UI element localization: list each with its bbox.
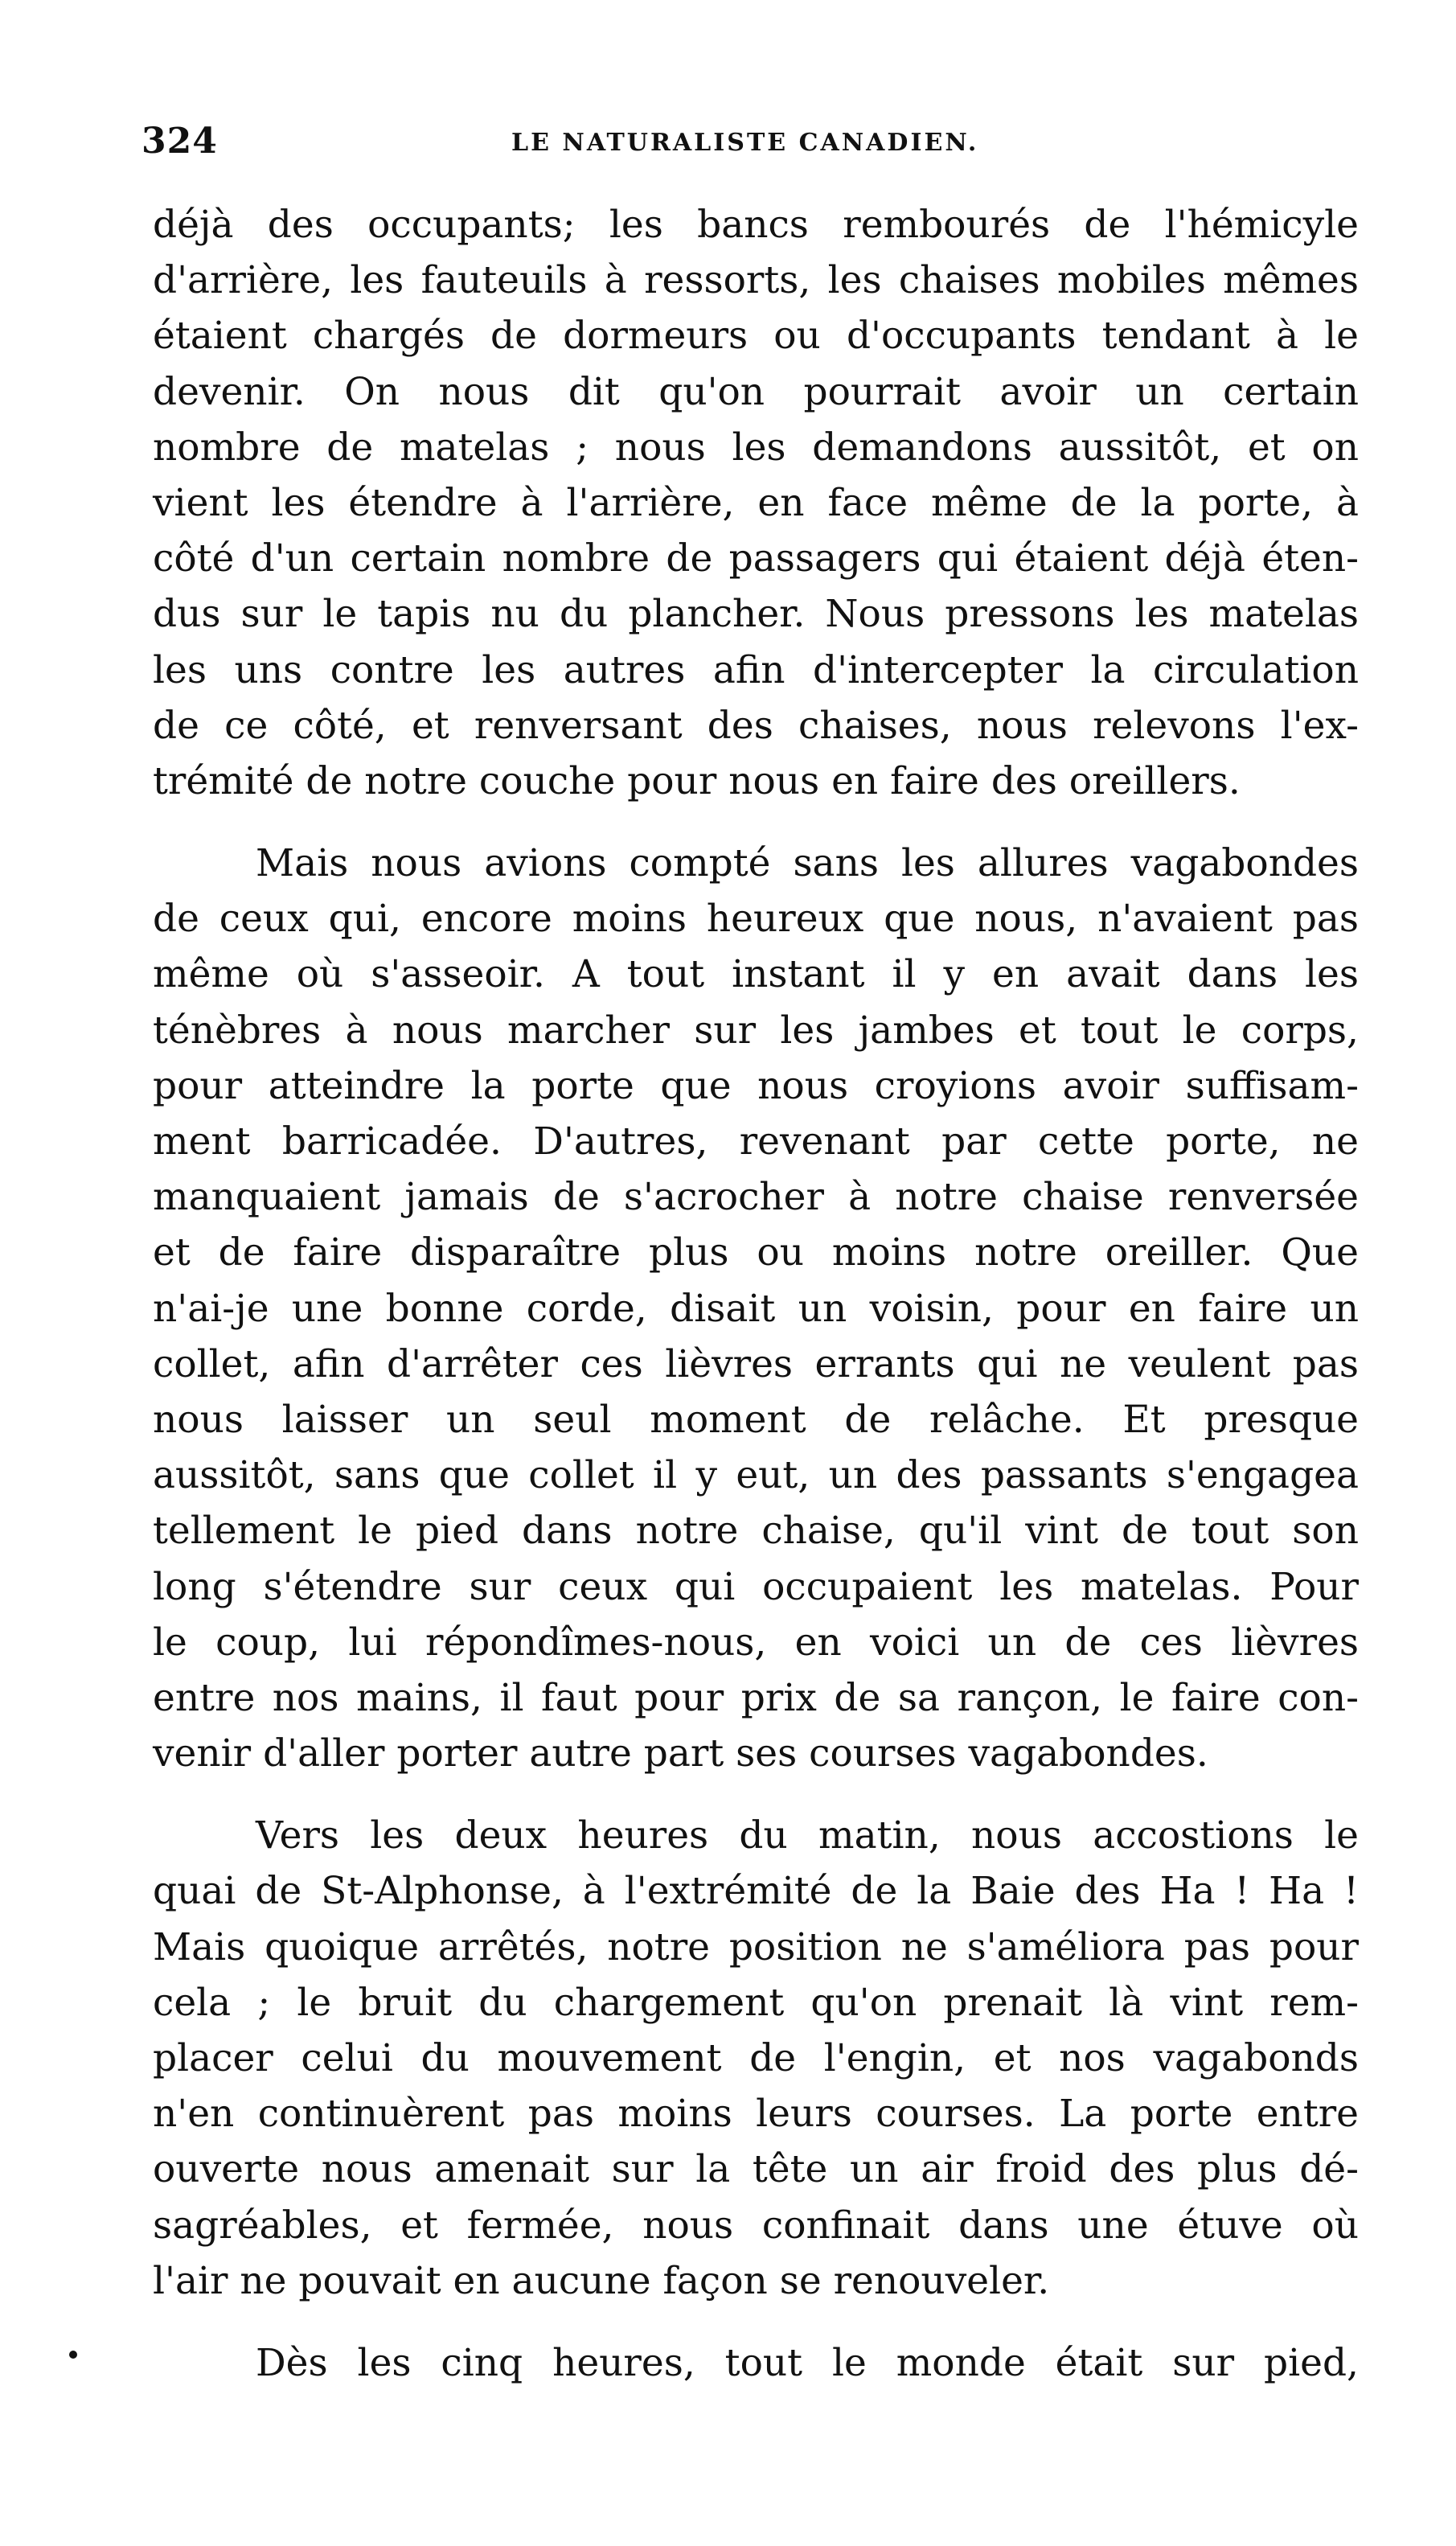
- text-line: placer celui du mouvement de l'engin, et nos vagabonds: [153, 2036, 1359, 2080]
- page-header: [141, 121, 1372, 169]
- text-line: n'en continuèrent pas moins leurs courses. La porte entre: [153, 2092, 1359, 2137]
- text-line: ment barricadée. D'autres, revenant par cette porte, ne: [153, 1119, 1359, 1164]
- text-line: long s'étendre sur ceux qui occupaient les matelas. Pour: [153, 1564, 1359, 1609]
- text-line: Mais quoique arrêtés, notre position ne s'améliora pas pour: [153, 1924, 1359, 1969]
- text-line: venir d'aller porter autre part ses courses vagabondes.: [153, 1731, 1208, 1776]
- text-line: ouverte nous amenait sur la tête un air froid des plus dé-: [153, 2147, 1359, 2192]
- text-line: les uns contre les autres afin d'intercepter la circulation: [153, 647, 1359, 692]
- running-head: LE NATURALISTE CANADIEN.: [511, 129, 979, 157]
- text-line: le coup, lui répondîmes-nous, en voici un de ces lièvres: [153, 1620, 1359, 1665]
- body-text: [153, 197, 1359, 2391]
- text-line: aussitôt, sans que collet il y eut, un des passants s'engagea: [153, 1453, 1359, 1498]
- text-line: ténèbres à nous marcher sur les jambes et tout le corps,: [153, 1008, 1359, 1053]
- text-line: dus sur le tapis nu du plancher. Nous pressons les matelas: [153, 592, 1359, 637]
- margin-dot: [69, 2351, 77, 2359]
- text-line: de ceux qui, encore moins heureux que nous, n'avaient pas: [153, 897, 1359, 942]
- text-line: vient les étendre à l'arrière, en face même de la porte, à: [153, 480, 1359, 525]
- text-line: nous laisser un seul moment de relâche. Et presque: [153, 1397, 1359, 1442]
- page-number: 324: [141, 121, 218, 162]
- text-line: manquaient jamais de s'acrocher à notre chaise renversée: [153, 1175, 1359, 1220]
- text-line: collet, afin d'arrêter ces lièvres errants qui ne veulent pas: [153, 1341, 1359, 1386]
- text-line: Mais nous avions compté sans les allures vagabondes: [256, 841, 1359, 886]
- paragraph: [153, 836, 1359, 1781]
- text-line: Vers les deux heures du matin, nous accostions le: [256, 1813, 1359, 1858]
- text-line: déjà des occupants; les bancs rembourés de l'hémicyle: [153, 203, 1359, 247]
- text-line: devenir. On nous dit qu'on pourrait avoir un certain: [153, 369, 1359, 414]
- text-line: de ce côté, et renversant des chaises, nous relevons l'ex-: [153, 703, 1359, 748]
- text-line: sagréables, et fermée, nous confinait dans une étuve où: [153, 2203, 1359, 2248]
- text-line: et de faire disparaître plus ou moins notre oreiller. Que: [153, 1230, 1359, 1275]
- paragraph: [153, 197, 1359, 809]
- text-line: n'ai-je une bonne corde, disait un voisin, pour en faire un: [153, 1286, 1359, 1331]
- text-line: pour atteindre la porte que nous croyions avoir suffisam-: [153, 1063, 1359, 1108]
- text-line: entre nos mains, il faut pour prix de sa rançon, le faire con-: [153, 1675, 1359, 1720]
- text-line: étaient chargés de dormeurs ou d'occupants tendant à le: [153, 314, 1359, 359]
- text-line: trémité de notre couche pour nous en faire des oreillers.: [153, 758, 1241, 803]
- paragraph: [153, 2335, 1359, 2391]
- text-line: quai de St-Alphonse, à l'extrémité de la Baie des Ha ! Ha !: [153, 1869, 1359, 1914]
- text-line: côté d'un certain nombre de passagers qui étaient déjà éten-: [153, 536, 1359, 581]
- text-line: même où s'asseoir. A tout instant il y en avait dans les: [153, 952, 1359, 997]
- text-line: nombre de matelas ; nous les demandons aussitôt, et on: [153, 425, 1359, 470]
- text-line: d'arrière, les fauteuils à ressorts, les chaises mobiles mêmes: [153, 258, 1359, 303]
- text-line: tellement le pied dans notre chaise, qu'il vint de tout son: [153, 1509, 1359, 1554]
- text-line: l'air ne pouvait en aucune façon se renouveler.: [153, 2258, 1050, 2303]
- paragraph: [153, 1808, 1359, 2309]
- text-line: Dès les cinq heures, tout le monde était sur pied,: [256, 2340, 1359, 2385]
- text-line: cela ; le bruit du chargement qu'on prenait là vint rem-: [153, 1980, 1359, 2025]
